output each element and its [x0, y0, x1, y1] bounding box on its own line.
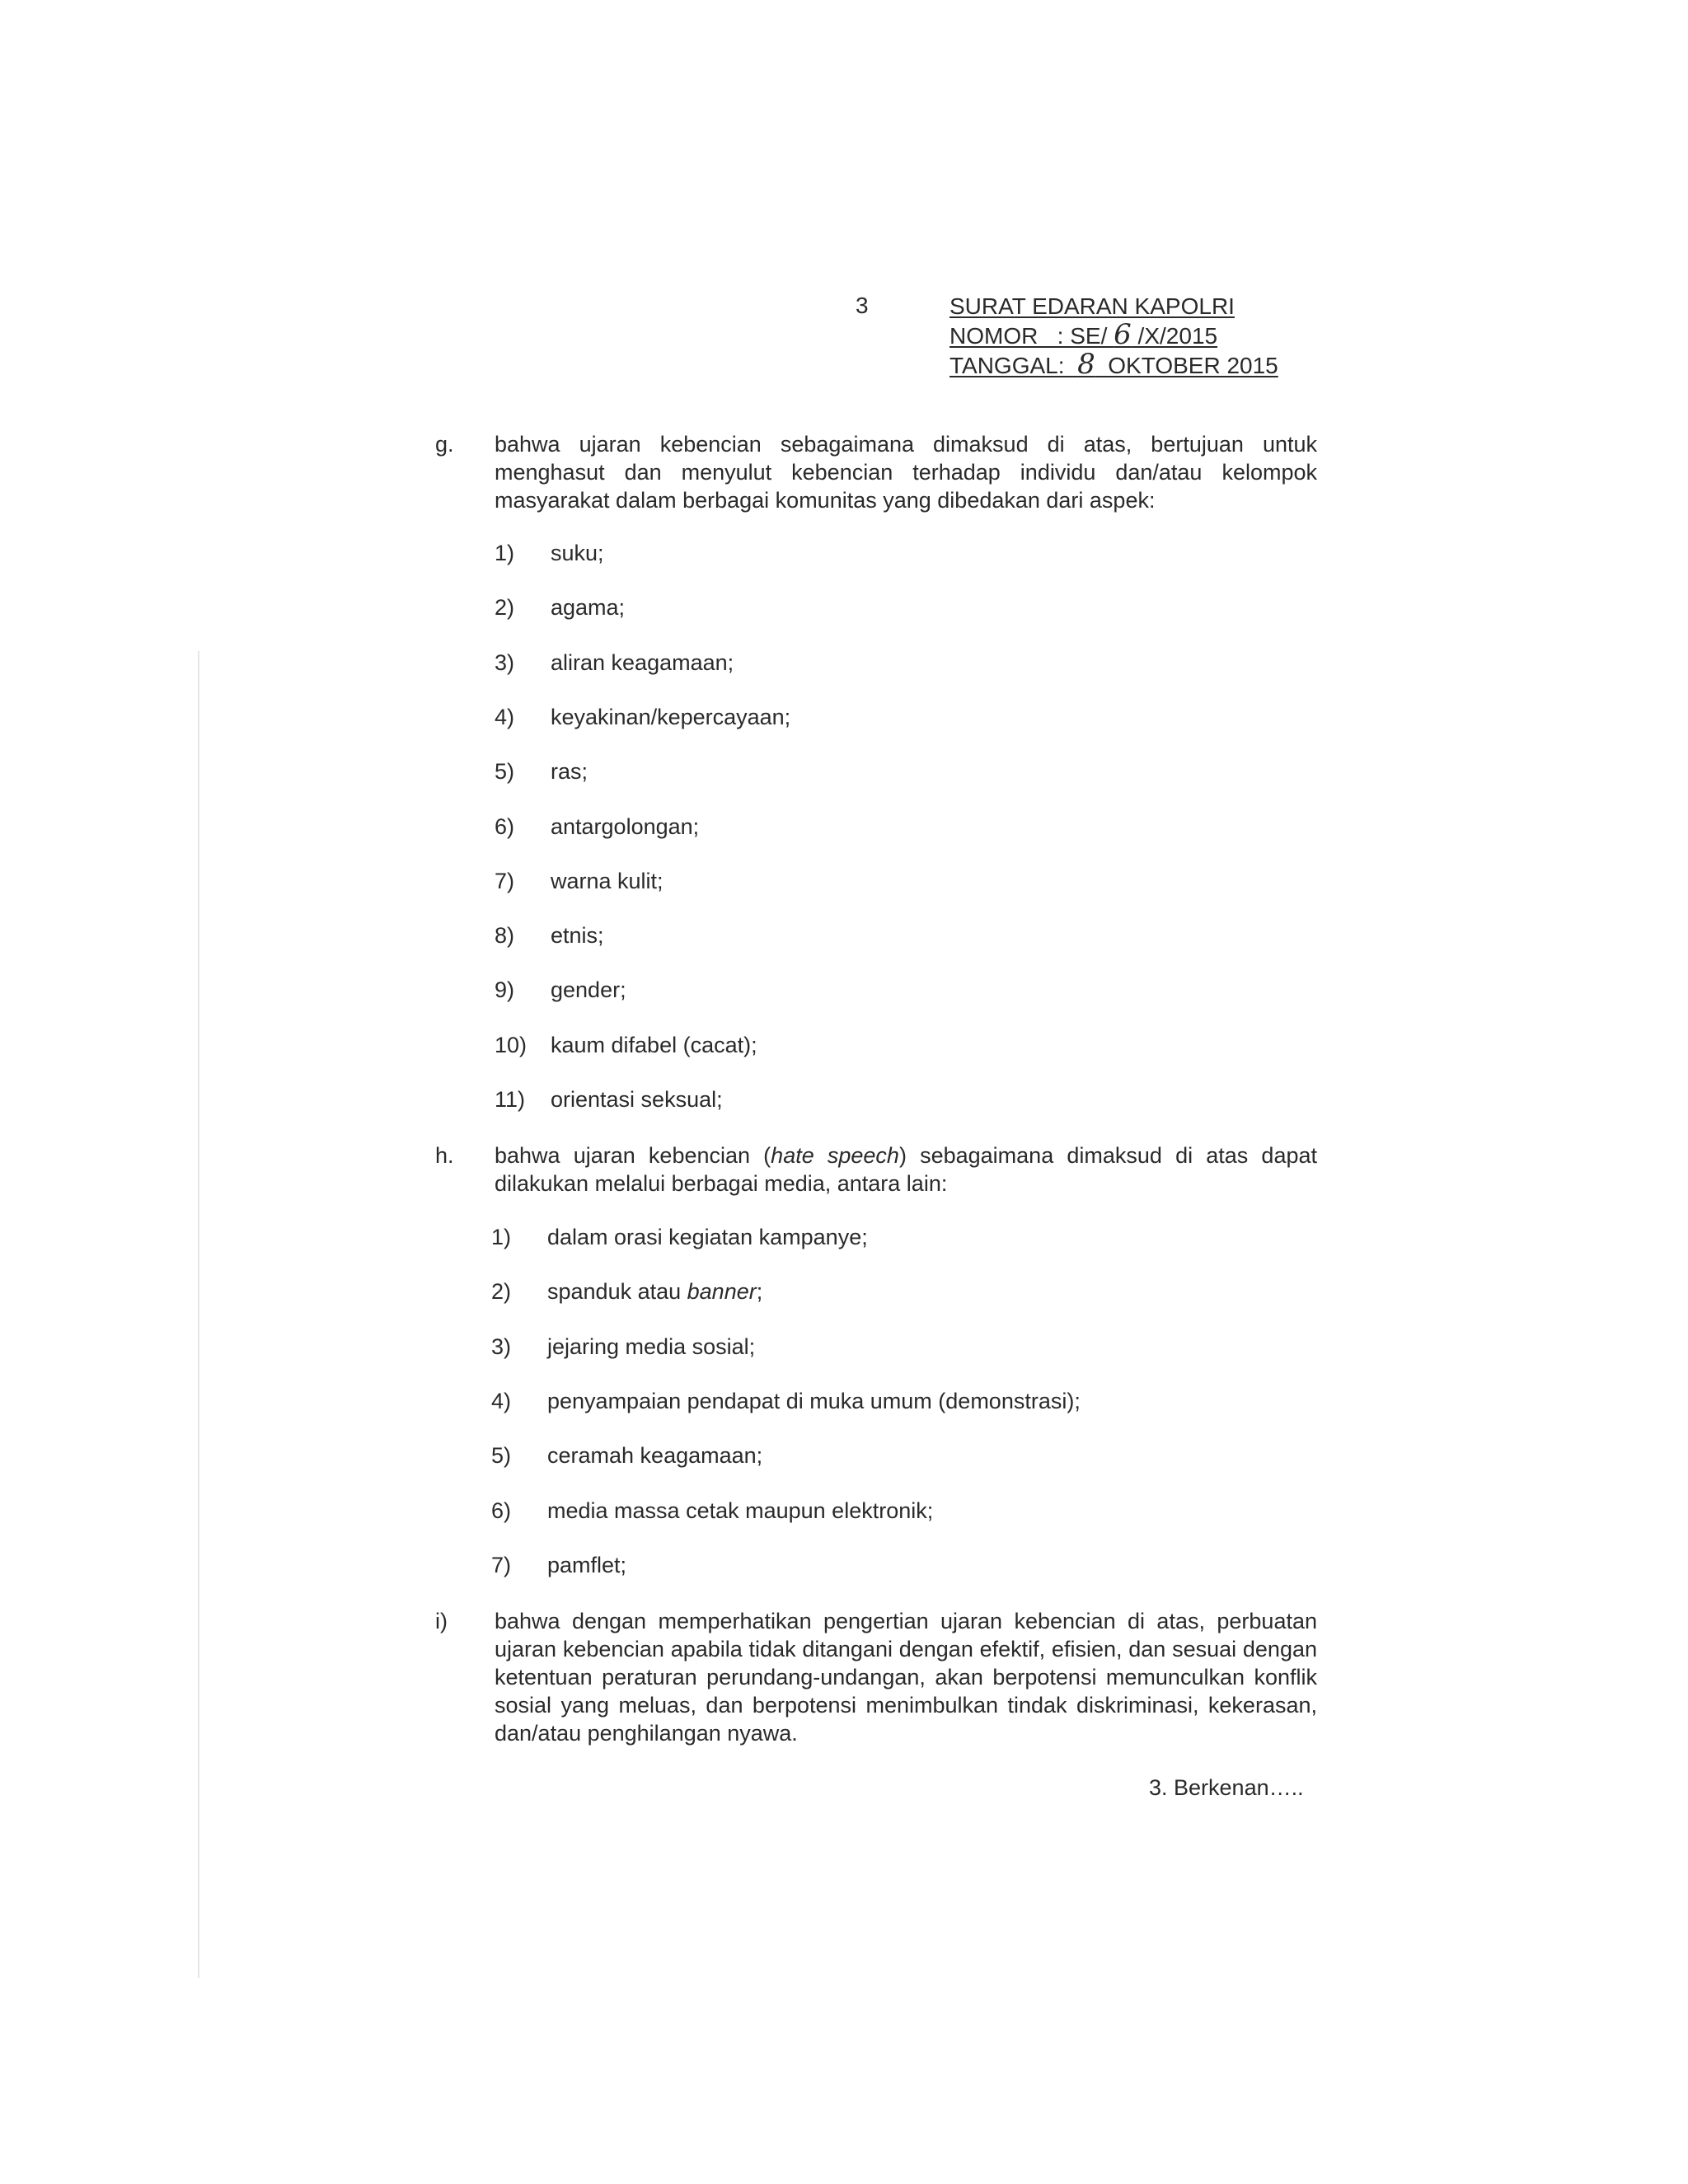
header-date: TANGGAL: 8 OKTOBER 2015 [950, 348, 1278, 381]
list-item-label: spanduk atau banner; [547, 1279, 763, 1305]
header-title: SURAT EDARAN KAPOLRI [950, 293, 1235, 319]
list-item-number: 7) [491, 1552, 512, 1577]
list-item-number: 4) [495, 704, 515, 729]
list-item-label: orientasi seksual; [551, 1087, 723, 1112]
section-g [435, 430, 1317, 521]
handwritten-day: 8 [1077, 348, 1095, 381]
list-item-number: 3) [491, 1333, 512, 1359]
document-header [950, 293, 1278, 380]
list-item-label: gender; [551, 977, 626, 1003]
header-number: NOMOR : SE/ 6 /X/2015 [950, 318, 1218, 351]
list-item-label: ceramah keagamaan; [547, 1443, 763, 1469]
list-item-label: media massa cetak maupun elektronik; [547, 1497, 934, 1523]
list-item-number: 2) [491, 1279, 512, 1305]
list-item-label: keyakinan/kepercayaan; [551, 704, 791, 729]
section-h [435, 1141, 1317, 1199]
list-item-number: 1) [495, 541, 515, 565]
section-i [435, 1607, 1317, 1751]
list-item-label: antargolongan; [551, 813, 700, 839]
continuation-note: 3. Berkenan….. [1149, 1775, 1304, 1800]
list-item-number: 4) [491, 1388, 512, 1413]
list-item-number: 6) [495, 813, 515, 839]
list-item-label: aliran keagamaan; [551, 649, 734, 675]
list-item-number: 5) [495, 759, 515, 785]
list-item-label: dalam orasi kegiatan kampanye; [547, 1225, 868, 1249]
section-letter: h. [435, 1143, 454, 1168]
list-item-number: 5) [491, 1443, 512, 1469]
list-item-number: 3) [495, 649, 515, 675]
section-text: bahwa ujaran kebencian (hate speech) sebagaimana dimaksud di atas dapat dilakukan melalui berbagai media, antara lain: [495, 1143, 1317, 1196]
list-item-label: jejaring media sosial; [547, 1333, 756, 1359]
list-item-label: agama; [551, 595, 626, 621]
page-number: 3 [856, 293, 869, 318]
list-item-number: 7) [495, 868, 515, 893]
section-text: bahwa ujaran kebencian sebagaimana dimaksud di atas, bertujuan untuk menghasut dan menyulut kebencian terhadap individu dan/atau kelompok masyarakat dalam berbagai komunitas yang dibedakan dari aspek: [495, 432, 1317, 513]
list-item-label: etnis; [551, 923, 604, 949]
section-letter: i) [435, 1609, 448, 1633]
section-letter: g. [435, 432, 454, 457]
list-item-number: 10) [495, 1032, 528, 1057]
list-item-number: 1) [491, 1225, 512, 1249]
list-item-number: 8) [495, 923, 515, 949]
list-item-label: penyampaian pendapat di muka umum (demonstrasi); [547, 1388, 1081, 1413]
list-item-number: 11) [495, 1087, 526, 1112]
list-item-number: 6) [491, 1497, 512, 1523]
list-item-label: warna kulit; [551, 868, 663, 893]
list-item-label: ras; [551, 759, 588, 785]
list-item-label: pamflet; [547, 1552, 627, 1577]
list-item-label: suku; [551, 541, 604, 565]
handwritten-number: 6 [1114, 318, 1132, 351]
section-text: bahwa dengan memperhatikan pengertian ujaran kebencian di atas, perbuatan ujaran kebencian apabila tidak ditangani dengan efektif, efisien, dan sesuai dengan ketentuan peraturan perundang-undangan, akan berpotensi memunculkan konflik sosial yang meluas, dan berpotensi menimbulkan tindak diskriminasi, kekerasan, dan/atau penghilangan nyawa. [495, 1609, 1317, 1746]
list-item-number: 2) [495, 595, 515, 621]
scan-margin-line [198, 651, 199, 1978]
list-item-number: 9) [495, 977, 515, 1003]
list-item-label: kaum difabel (cacat); [551, 1032, 757, 1057]
